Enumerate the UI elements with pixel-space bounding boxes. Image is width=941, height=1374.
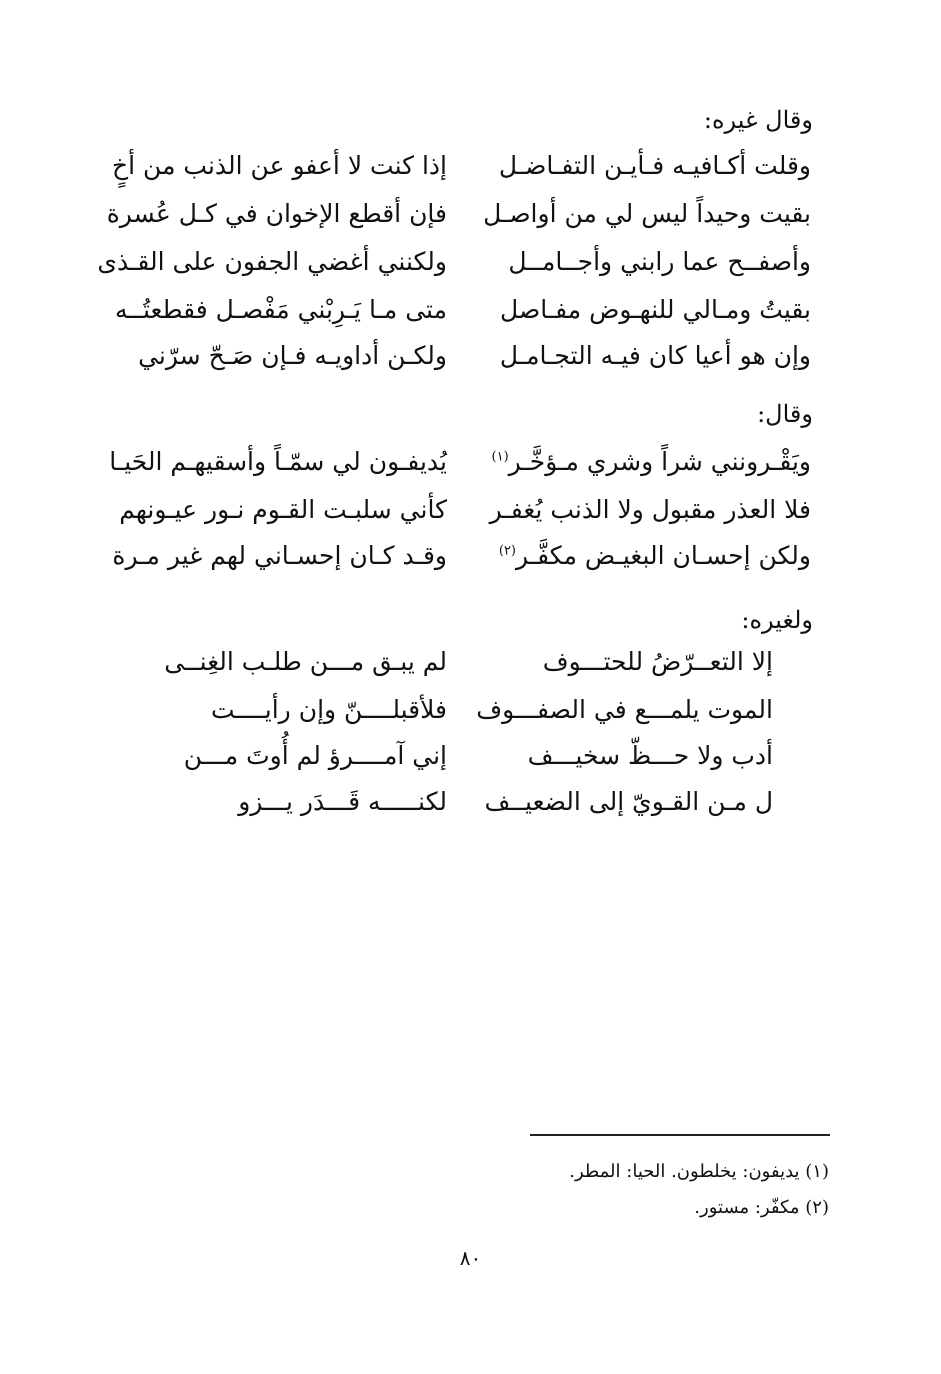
- footnote-marker: (٢): [498, 543, 516, 559]
- verse-first-hemistich: إذا كنت لا أعفو عن الذنب من أخٍ: [112, 151, 447, 180]
- verse-row: [0, 144, 941, 188]
- verse-first-hemistich: ولكنني أغضي الجفون على القـذى: [97, 247, 447, 276]
- page-number: ٨٠: [459, 1246, 482, 1270]
- verse-second-hemistich: وقلت أكـافيـه فـأيـن التفـاضـل: [498, 151, 811, 180]
- verse-second-hemistich: ل مـن القـويّ إلى الضعيــف: [484, 787, 773, 816]
- verse-second-hemistich: فلا العذر مقبول ولا الذنب يُغفـر: [489, 495, 811, 524]
- footnote-1: (١) يديفون: يخلطون. الحيا: المطر.: [569, 1161, 829, 1182]
- section-heading: وقال:: [757, 400, 813, 428]
- verse-first-hemistich: إني آمــــرؤ لم أُوتَ مـــن: [183, 741, 447, 770]
- verse-row: [0, 780, 941, 824]
- verse-first-hemistich: متى مـا يَـرِبْني مَفْصـل فقطعتُــه: [114, 295, 447, 324]
- verse-second-hemistich: [493, 534, 811, 578]
- verse-second-hemistich: وأصفــح عما رابني وأجــامــل: [508, 247, 811, 276]
- verse-row: [0, 240, 941, 284]
- verse-row: [0, 488, 941, 532]
- verse-row: [0, 440, 941, 484]
- section-heading: وقال غيره:: [703, 106, 813, 134]
- verse-second-hemistich: وإن هو أعيا كان فيـه التجـامـل: [499, 341, 811, 370]
- verse-first-hemistich: وقـد كـان إحسـاني لهم غير مـرة: [112, 541, 447, 570]
- verse-second-hemistich: الموت يلمـــع في الصفـــوف: [476, 695, 773, 724]
- verse-row: [0, 640, 941, 684]
- verse-row: [0, 734, 941, 778]
- verse-first-hemistich: كأني سلبـت القـوم نـور عيـونهم: [119, 495, 447, 524]
- verse-first-hemistich: يُديفـون لي سمّـاً وأسقيهـم الحَيـا: [109, 447, 447, 476]
- verse-second-hemistich: أدب ولا حـــظّ سخيـــف: [527, 741, 773, 770]
- verse-second-hemistich: بقيتُ ومـالي للنهـوض مفـاصل: [500, 295, 811, 324]
- verse-first-hemistich: فلأقبلــــنّ وإن رأيــــت: [210, 695, 447, 724]
- footnote-2: (٢) مكفّر: مستور.: [694, 1197, 829, 1218]
- verse-first-hemistich: فإن أقطع الإخوان في كـل عُسرة: [106, 199, 447, 228]
- footnote-divider: [530, 1134, 830, 1136]
- verse-first-hemistich: لم يبـق مـــن طلـب الغِنــى: [164, 647, 447, 676]
- verse-text: ويَقْـرونني شراً وشري مـؤخَّـر: [508, 447, 811, 476]
- footnote-marker: (١): [491, 449, 509, 465]
- verse-row: [0, 688, 941, 732]
- verse-row: [0, 192, 941, 236]
- verse-second-hemistich: [493, 440, 811, 484]
- verse-second-hemistich: بقيت وحيداً ليس لي من أواصـل: [483, 199, 811, 228]
- verse-first-hemistich: لكنـــــه قَـــدَر يـــزو: [238, 787, 447, 816]
- section-heading: ولغيره:: [741, 606, 813, 634]
- verse-second-hemistich: إلا التعــرّضُ للحتـــوف: [542, 647, 773, 676]
- verse-first-hemistich: ولكـن أداويـه فـإن صَـحّ سرّني: [138, 341, 447, 370]
- verse-text: ولكن إحسـان البغيـض مكفَّـر: [516, 541, 811, 570]
- verse-row: [0, 334, 941, 378]
- verse-row: [0, 288, 941, 332]
- verse-row: [0, 534, 941, 578]
